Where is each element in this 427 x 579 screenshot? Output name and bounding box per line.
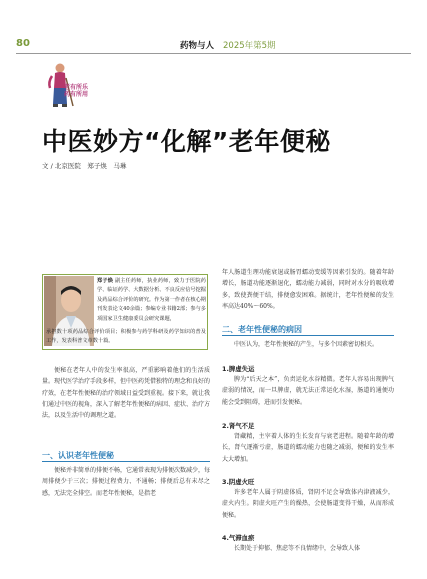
author-bio-continued: 承担数十项药品综合评价项目；积极参与药学科研及药学知识的普及工作，发表科普文章数十篇。 xyxy=(46,329,206,345)
author-name: 郑子焕 xyxy=(97,278,114,284)
text-spleen: 脾为“后天之本”，负责运化水谷精微。老年人容易出现脾气虚弱的情况，而一旦脾虚，就无法正常运化水湿，肠道的通便功能会受到阻碍，进而引发便秘。 xyxy=(222,376,394,406)
section-heading-2: 二、老年性便秘的病因 xyxy=(222,325,302,334)
author-bio-text xyxy=(97,277,206,324)
section-rule-1 xyxy=(42,461,210,462)
section2-intro: 中医认为，老年性便秘的产生，与多个因素密切相关。 xyxy=(234,341,379,348)
section1-paragraph: 便秘并非简单的排便不畅，它通常表现为排便次数减少，每周排便少于三次；排便过程费力、不通畅；排便后总有未尽之感，无法完全排空。而老年性便秘，是指老 xyxy=(42,467,211,497)
section-heading-1: 一、认识老年性便秘 xyxy=(42,451,114,460)
issue-label: 2025年第5期 xyxy=(223,41,276,51)
subheading-kidney: 2.肾气不足 xyxy=(222,422,255,430)
intro-paragraph: 便秘在老年人中的发生率很高，严重影响着他们的生活质量。现代医学治疗手段多样，但中医药凭借独特的理念和良好的疗效，在老年性便秘的治疗领域日益受到重视。接下来，就让我们通过中医的视角，深入了解老年性便秘的病因、症状、治疗方法，以及生活中的调理之道。 xyxy=(42,367,211,420)
author-bio-part1: 副主任药师，执业药师，致力于医院药学、临证药学、大数据分析、不良反应信号挖掘及药品综合评价的研究。作为第一作者在核心期刊发表论文40余篇；参编专业书籍2部；参与多项国家卫生健康委员会研究课题， xyxy=(97,278,206,322)
right-top-paragraph: 年人肠道生理功能衰退或肠胃蠕动变缓等因素引发的。随着年龄增长，肠道功能逐渐退化，蠕动能力减弱，同时对水分的吸收增多，致使粪便干结，排便愈发困难。据统计，老年性便秘的发生率高达40%～60%。 xyxy=(222,269,394,310)
article-title: 中医妙方“化解”老年便秘 xyxy=(42,127,331,156)
text-kidney: 肾藏精，主宰着人体的生长发育与衰老进程。随着年龄的增长，肾气逐渐亏虚，肠道的蠕动能力也随之减弱，便秘的发生率大大增加。 xyxy=(222,433,394,463)
subheading-spleen: 1.脾虚失运 xyxy=(222,365,255,373)
subheading-yin-deficiency: 3.阴虚火旺 xyxy=(222,478,255,486)
header-divider xyxy=(16,53,411,54)
subheading-qi-stagnation: 4.气滞血瘀 xyxy=(222,534,255,542)
article-byline: 文 / 北京医院 郑子焕 马琳 xyxy=(42,162,127,170)
column-badge xyxy=(64,84,88,98)
magazine-name: 药物与人 xyxy=(180,41,215,51)
text-qi-stagnation: 长期处于抑郁、焦虑等不良情绪中，会导致人体 xyxy=(234,545,361,552)
text-yin-deficiency: 许多老年人属于阴虚体质，肾阴不足会导致体内津液减少，虚火内生。阴虚火旺产生的燥热，会使肠道变得干燥，从而形成便秘。 xyxy=(222,489,394,519)
section-rule-2 xyxy=(222,335,394,336)
column-badge-line2: 药有所用 xyxy=(64,91,89,98)
column-badge-line1: 老有所乐 xyxy=(64,84,89,91)
page-number: 80 xyxy=(16,38,30,49)
